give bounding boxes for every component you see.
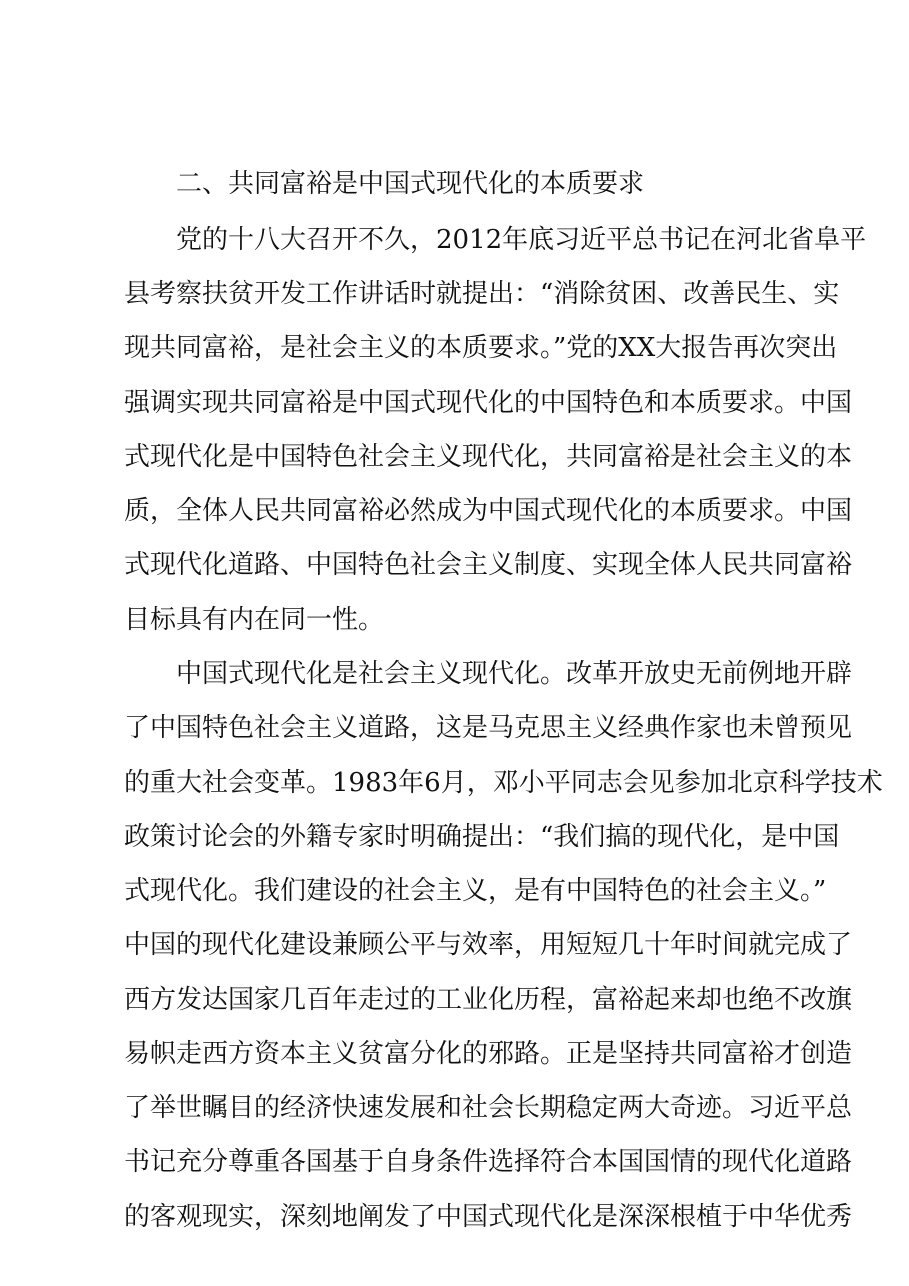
paragraph-2-line-1: 中国式现代化是社会主义现代化。改革开放史无前例地开辟 (176, 659, 853, 689)
paragraph-1-line-3: 现共同富裕，是社会主义的本质要求。”党的XX大报告再次突出 (124, 333, 838, 363)
paragraph-1-line-7: 式现代化道路、中国特色社会主义制度、实现全体人民共同富裕 (124, 550, 853, 580)
paragraph-2-line-3: 的重大社会变革。1983年6月，邓小平同志会见参加北京科学技术 (124, 768, 883, 798)
paragraph-2-line-2: 了中国特色社会主义道路，这是马克思主义经典作家也未曾预见 (124, 713, 853, 743)
paragraph-1-line-6: 质，全体人民共同富裕必然成为中国式现代化的本质要求。中国 (124, 496, 853, 526)
paragraph-1-line-5: 式现代化是中国特色社会主义现代化，共同富裕是社会主义的本 (124, 442, 853, 472)
section-heading: 二、共同富裕是中国式现代化的本质要求 (176, 169, 645, 199)
paragraph-2-line-7: 西方发达国家几百年走过的工业化历程，富裕起来却也绝不改旗 (124, 985, 853, 1015)
paragraph-1-line-2: 县考察扶贫开发工作讲话时就提出：“消除贫困、改善民生、实 (124, 279, 840, 309)
paragraph-1-line-1: 党的十八大召开不久，2012年底习近平总书记在河北省阜平 (176, 225, 867, 255)
paragraph-2-line-6: 中国的现代化建设兼顾公平与效率，用短短几十年时间就完成了 (124, 930, 853, 960)
paragraph-2-line-11: 的客观现实，深刻地阐发了中国式现代化是深深根植于中华优秀 (124, 1202, 853, 1232)
paragraph-2-line-10: 书记充分尊重各国基于自身条件选择符合本国国情的现代化道路 (124, 1147, 853, 1177)
paragraph-1-line-8: 目标具有内在同一性。 (124, 605, 385, 635)
paragraph-2-line-8: 易帜走西方资本主义贫富分化的邪路。正是坚持共同富裕才创造 (124, 1039, 853, 1069)
paragraph-2-line-9: 了举世瞩目的经济快速发展和社会长期稳定两大奇迹。习近平总 (124, 1093, 853, 1123)
paragraph-1-line-4: 强调实现共同富裕是中国式现代化的中国特色和本质要求。中国 (124, 388, 853, 418)
paragraph-2-line-5: 式现代化。我们建设的社会主义，是有中国特色的社会主义。” (124, 876, 827, 906)
paragraph-2-line-4: 政策讨论会的外籍专家时明确提出：“我们搞的现代化，是中国 (124, 822, 840, 852)
